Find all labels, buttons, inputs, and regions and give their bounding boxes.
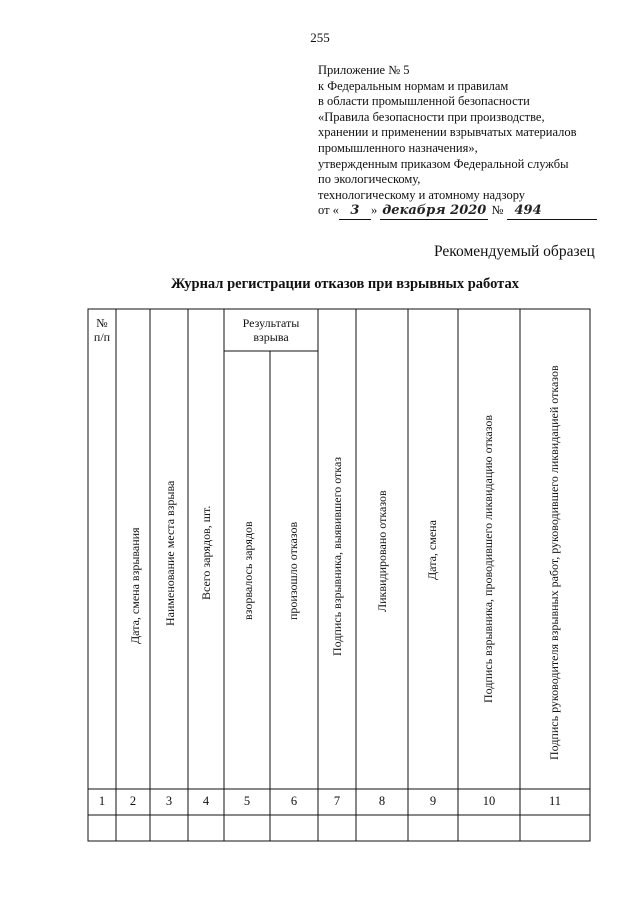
column-number: 5 [243,794,251,808]
column-header-manager-signature: Подпись руководителя взрывных работ, руководившего ликвидацией отказов [547,365,561,760]
column-header-blaster-signature-eliminated: Подпись взрывника, проводившего ликвидацию отказов [481,414,495,703]
column-number: 7 [333,794,341,808]
journal-title: Журнал регистрации отказов при взрывных работах [171,276,519,292]
date-mid: » [370,203,378,218]
appendix-line: утвержденным приказом Федеральной службы [318,156,569,171]
column-number: 2 [129,794,137,808]
column-number: 1 [98,794,106,808]
column-header-number: № п/п [93,316,111,344]
column-header-date-shift-2: Дата, смена [425,520,439,580]
column-header-total-charges: Всего зарядов, шт. [199,505,213,600]
appendix-line: к Федеральным нормам и правилам [318,78,509,93]
page-number: 255 [310,30,330,45]
appendix-line: по экологическому, [318,172,421,187]
column-number: 3 [165,794,173,808]
column-number: 11 [548,794,562,808]
column-header-exploded-charges: взорвалось зарядов [241,521,255,620]
column-header-misfires-eliminated: Ликвидировано отказов [375,490,389,612]
appendix-line: в области промышленной безопасности [318,94,530,109]
recommended-sample-label: Рекомендуемый образец [434,243,595,260]
column-header-misfires-occurred: произошло отказов [286,521,300,620]
column-number: 10 [482,794,496,808]
order-number: 494 [507,203,597,220]
column-header-date-shift: Дата, смена взрывания [128,527,142,644]
column-number: 9 [429,794,437,808]
date-month-year: декабря 2020 [382,203,487,219]
appendix-line: «Правила безопасности при производстве, [318,109,545,124]
date-prefix: от « [318,203,339,218]
column-header-blast-place: Наименование места взрыва [163,480,177,626]
column-number: 6 [290,794,298,808]
appendix-line: хранении и применении взрывчатых материалов [318,125,577,140]
column-number: 8 [378,794,386,808]
column-number: 4 [202,794,210,808]
appendix-line: Приложение № 5 [318,63,410,77]
appendix-line: технологическому и атомному надзору [318,187,526,202]
appendix-line: промышленного назначения», [318,140,478,155]
column-header-results: Результаты взрыва [242,316,300,344]
order-number-prefix: № [491,203,504,218]
date-day: 3 [339,203,371,220]
column-header-blaster-signature-detected: Подпись взрывника, выявившего отказ [330,456,344,656]
